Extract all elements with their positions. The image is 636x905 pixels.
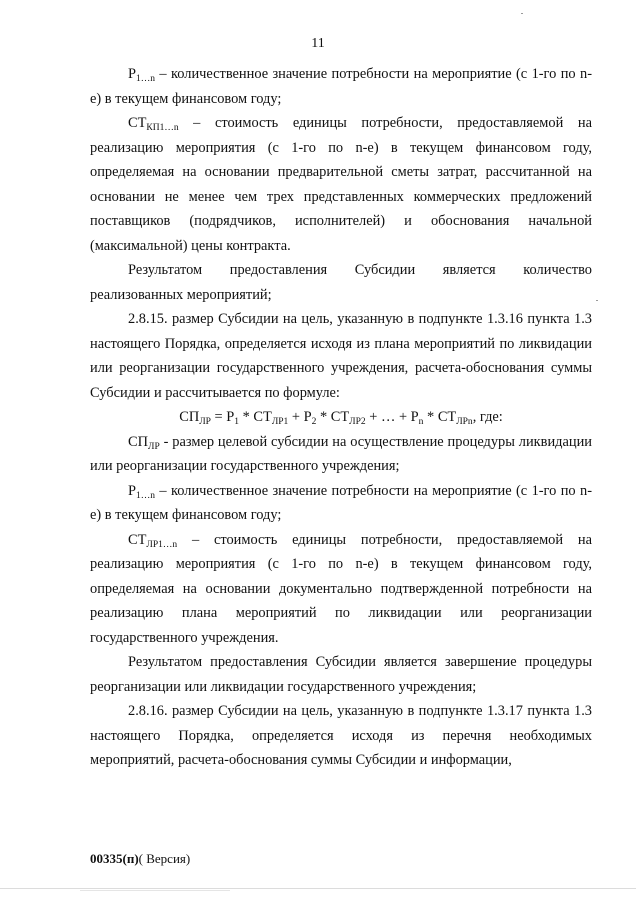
paragraph-stlr-definition — [90, 528, 592, 651]
formula-subscript: 1 — [234, 417, 240, 427]
symbol-lead: СТ — [128, 531, 147, 548]
symbol-subscript: ЛР — [148, 441, 160, 452]
document-footer — [90, 851, 190, 867]
paragraph-splr-definition — [90, 430, 592, 479]
formula-part: + … + P — [365, 409, 419, 425]
symbol-subscript: 1…n — [136, 74, 156, 84]
paragraph-text: 2.8.16. размер Субсидии на цель, указанную в подпункте 1.3.17 пункта 1.3 настоящего Порядка, определяется исходя из перечня необходимых мероприятий, расчета-обоснования суммы Субсидии и информации, — [90, 703, 592, 768]
paragraph-text: – стоимость единицы потребности, предоставляемой на реализацию мероприятия (с 1-го по n-е) в текущем финансовом году, определяемая на основании предварительной сметы затрат, рассчитанной на основании не менее чем трех представленных коммерческих предложений поставщиков (подрядчиков, исполнителей) и обоснования начальной (максимальной) цены контракта. — [90, 115, 592, 254]
formula-part: СП — [179, 409, 200, 425]
formula-subscript: ЛР1 — [271, 417, 289, 427]
paragraph-stkp-definition — [90, 111, 592, 258]
formula — [90, 405, 592, 430]
symbol-subscript: КП1…n — [146, 123, 179, 133]
scan-speck — [596, 300, 598, 301]
paragraph-p1n-definition — [90, 62, 592, 111]
formula-part: * СТ — [423, 409, 457, 425]
formula-subscript: ЛР2 — [349, 417, 366, 427]
symbol-lead: СП — [128, 433, 148, 450]
formula-subscript: ЛР — [199, 417, 211, 427]
symbol-subscript: 1…n — [136, 490, 156, 501]
paragraph-text: 2.8.15. размер Субсидии на цель, указанную в подпункте 1.3.16 пункта 1.3 настоящего Порядка, определяется исходя из плана мероприятий по ликвидации или реорганизации государственного учреждения, расчета-обоснования суммы Субсидии и рассчитывается по формуле: — [90, 311, 592, 401]
paragraph-text: – стоимость единицы потребности, предоставляемой на реализацию мероприятия (с 1-го по n-е) в текущем финансовом году, определяемая на основании документально подтвержденной потребности на реализацию плана мероприятий по ликвидации или реорганизации государственного учреждения. — [90, 531, 592, 646]
symbol-lead: P — [128, 66, 137, 82]
paragraph-result-completion — [90, 650, 592, 699]
paragraph-result-count — [90, 258, 592, 307]
formula-part: * СТ — [239, 409, 272, 425]
paragraph-text: Результатом предоставления Субсидии является завершение процедуры реорганизации или ликвидации государственного учреждения; — [90, 654, 592, 695]
formula-subscript: 2 — [311, 417, 317, 427]
paragraph-text: – количественное значение потребности на мероприятие (с 1-го по n-е) в текущем финансовом году; — [90, 66, 592, 107]
document-code: 00335(п) — [90, 851, 139, 866]
document-version: ( Версия) — [138, 851, 191, 866]
scan-edge-line — [0, 888, 636, 889]
paragraph-text: - размер целевой субсидии на осуществление процедуры ликвидации или реорганизации государственного учреждения; — [90, 433, 592, 474]
paragraph-2-8-15 — [90, 307, 592, 405]
paragraph-text: – количественное значение потребности на мероприятие (с 1-го по n-е) в текущем финансовом году; — [90, 482, 592, 523]
formula-part: , где: — [472, 409, 503, 425]
scan-speck — [521, 13, 523, 14]
formula-subscript: ЛРn — [456, 417, 473, 427]
document-body — [90, 62, 592, 773]
formula-part: + P — [288, 409, 312, 425]
formula-part: * СТ — [316, 409, 350, 425]
formula-subscript: n — [418, 417, 424, 427]
symbol-lead: P — [128, 482, 137, 499]
scan-edge-line — [80, 890, 230, 891]
symbol-lead: СТ — [128, 115, 147, 131]
page-number: 11 — [311, 36, 325, 51]
paragraph-text: Результатом предоставления Субсидии является количество реализованных мероприятий; — [90, 262, 592, 303]
formula-part: = P — [210, 409, 235, 425]
paragraph-p1n-definition-2 — [90, 479, 592, 528]
symbol-subscript: ЛР1…n — [146, 539, 178, 550]
paragraph-2-8-16 — [90, 699, 592, 773]
